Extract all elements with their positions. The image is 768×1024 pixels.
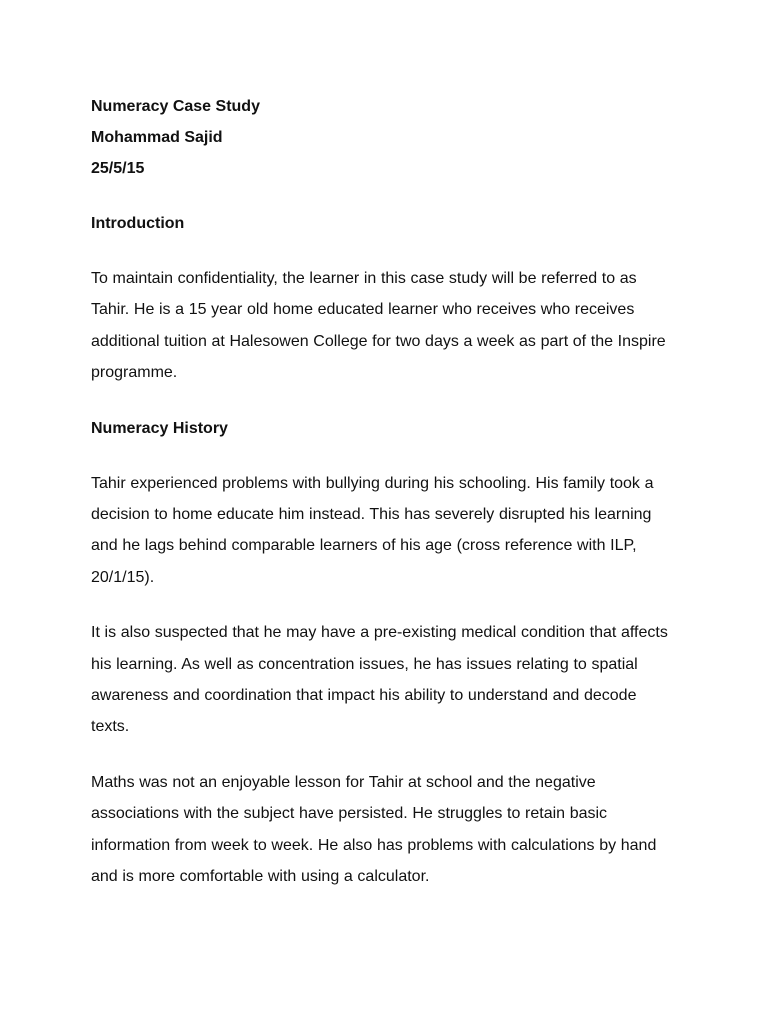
document-author: Mohammad Sajid [91,129,223,146]
document-date: 25/5/15 [91,160,145,177]
document-title: Numeracy Case Study [91,98,260,115]
paragraph: Maths was not an enjoyable lesson for Tahir at school and the negative associations with the subject have persisted. He struggles to retain basic information from week to week. He also has problems with calculations by hand and is more comfortable with using a calculator. [91,773,657,886]
section-numeracy-history [91,413,672,893]
section-introduction [91,208,672,389]
paragraph: To maintain confidentiality, the learner in this case study will be referred to as Tahir. He is a 15 year old home educated learner who receives who receives additional tuition at Halesowen College for two days a week as part of the Inspire programme. [91,270,666,382]
paragraph: Tahir experienced problems with bullying during his schooling. His family took a decision to home educate him instead. This has severely disrupted his learning and he lags behind comparable learners of his age (cross reference with ILP, 20/1/15). [91,474,654,586]
paragraph: It is also suspected that he may have a pre-existing medical condition that affects his learning. As well as concentration issues, he has issues relating to spatial awareness and coordination that impact his ability to understand and decode texts. [91,624,668,736]
document-header [91,91,672,184]
section-heading: Numeracy History [91,419,228,437]
section-heading: Introduction [91,215,185,232]
